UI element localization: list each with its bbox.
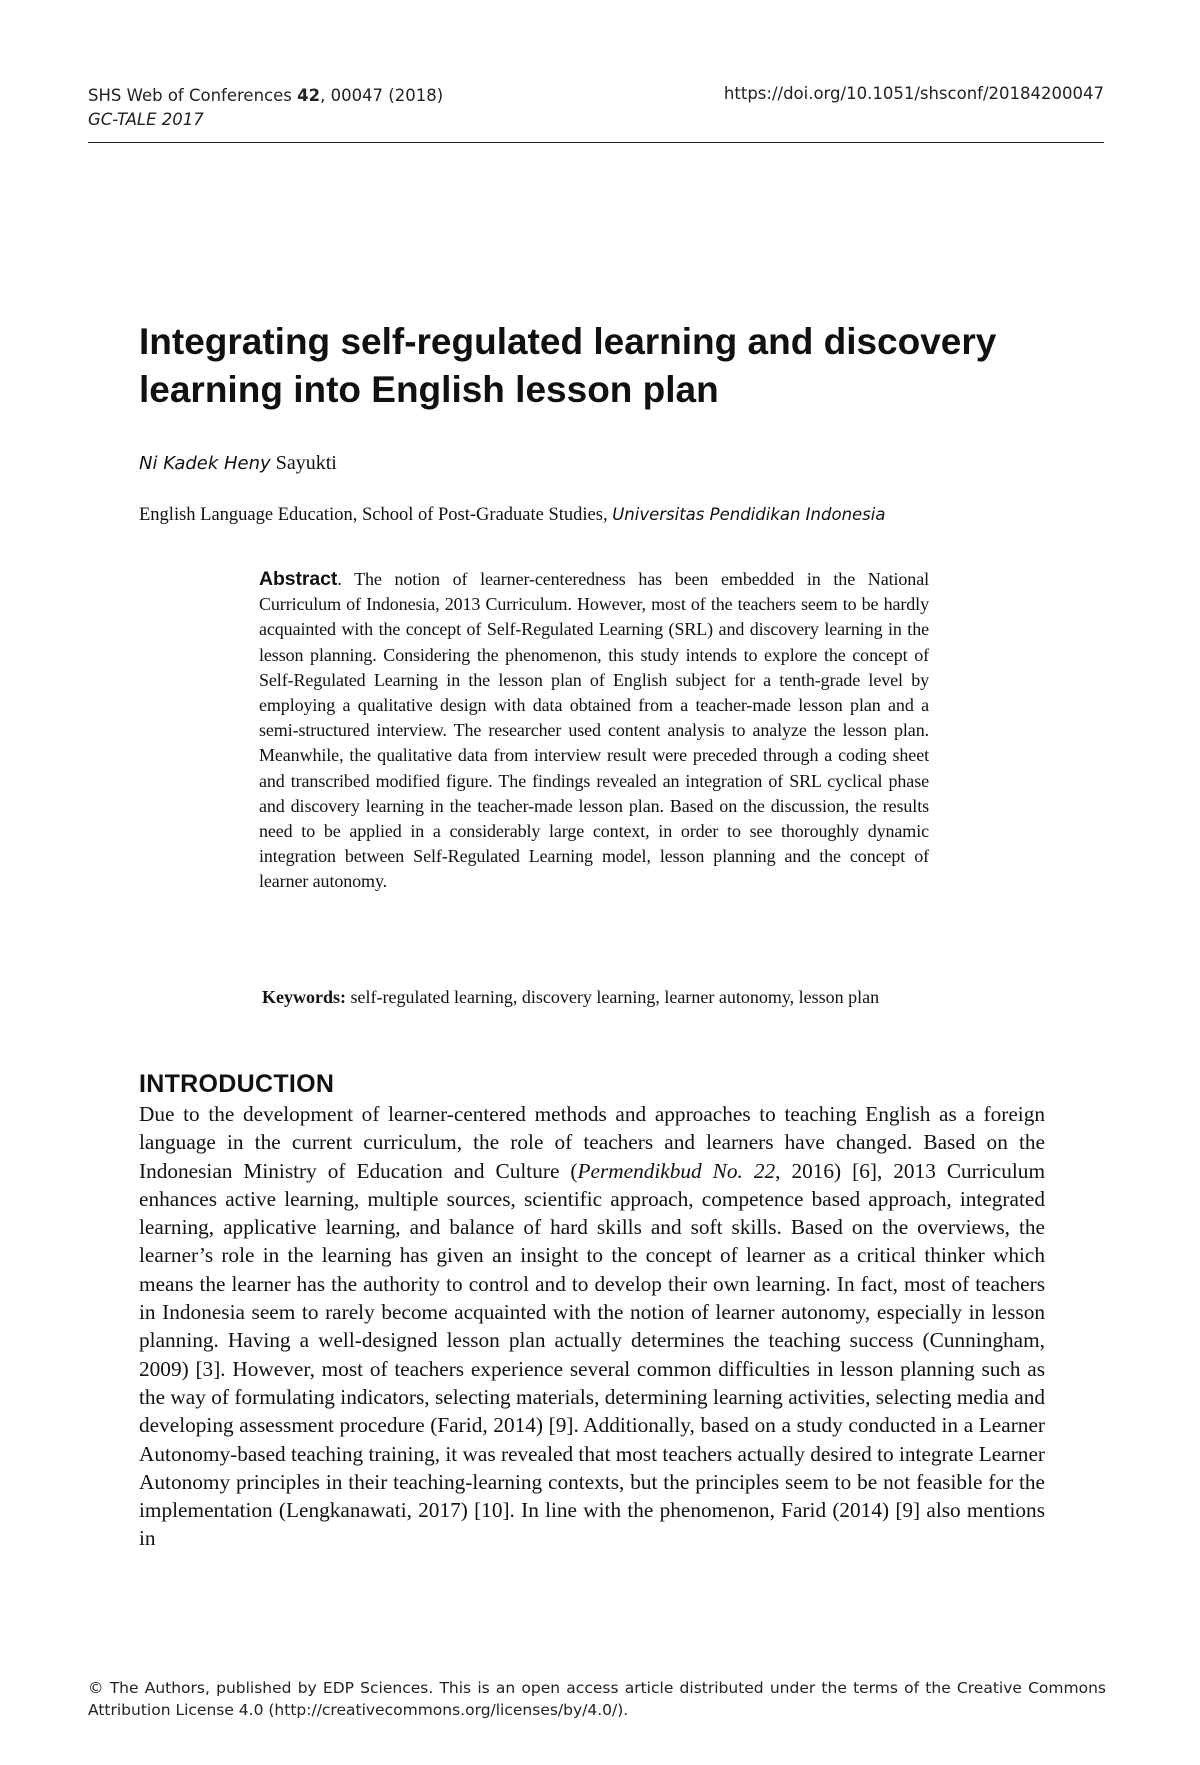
affiliation <box>139 505 885 526</box>
affiliation-department: English Language Education, School of Post-Graduate Studies, <box>139 505 608 525</box>
page-header <box>88 82 1104 143</box>
doi-link[interactable]: https://doi.org/10.1051/shsconf/20184200047 <box>723 84 1104 103</box>
keywords-text: self-regulated learning, discovery learning, learner autonomy, lesson plan <box>346 987 880 1007</box>
introduction-citation: Permendikbud No. 22 <box>577 1158 776 1183</box>
keywords <box>262 983 932 1011</box>
license-footer: © The Authors, published by EDP Sciences. This is an open access article distributed under the terms of the Creative Commons Attribution License 4.0 (http://creativecommons.org/licenses/by/4.0/). <box>88 1679 1106 1719</box>
introduction-text-part1: Due to the development of learner-centered methods and approaches to teaching English as a foreign language in the current curriculum, the role of teachers and learners have changed. Based on the Indonesian Ministry of Education and Culture ( <box>139 1102 1045 1183</box>
journal-name: SHS Web of Conferences <box>88 86 292 105</box>
article-number: , 00047 (2018) <box>320 86 444 105</box>
paper-title: Integrating self-regulated learning and discovery learning into English lesson plan <box>139 321 997 410</box>
keywords-label: Keywords: <box>262 987 346 1007</box>
affiliation-university: Universitas Pendidikan Indonesia <box>612 505 886 524</box>
abstract-text: . The notion of learner-centeredness has been embedded in the National Curriculum of Indonesia, 2013 Curriculum. However, most of the teachers seem to be hardly acquainted with the concept of Self-Regulated Learning (SRL) and discovery learning in the lesson planning. Considering the phenomenon, this study intends to explore the concept of Self-Regulated Learning in the lesson plan of English subject for a tenth-grade level by employing a qualitative design with data obtained from a teacher-made lesson plan and a semi-structured interview. The researcher used content analysis to analyze the lesson plan. Meanwhile, the qualitative data from interview result were preceded through a coding sheet and transcribed modified figure. The findings revealed an integration of SRL cyclical phase and discovery learning in the teacher-made lesson plan. Based on the discussion, the results need to be applied in a considerably large context, in order to see thoroughly dynamic integration between Self-Regulated Learning model, lesson planning and the concept of learner autonomy. <box>259 569 929 892</box>
conference-name: GC-TALE 2017 <box>88 110 204 129</box>
introduction-body <box>139 1100 1045 1553</box>
abstract <box>259 567 929 895</box>
abstract-label: Abstract <box>259 568 338 590</box>
journal-info <box>88 84 443 132</box>
author <box>139 452 337 475</box>
author-family-name: Sayukti <box>275 452 337 474</box>
introduction-text-part2: , 2016) [6], 2013 Curriculum enhances active learning, multiple sources, scientific approach, competence based approach, integrated learning, applicative learning, and balance of hard skills and soft skills. Based on the overviews, the learner’s role in the learning has given an insight to the concept of learner as a critical thinker which means the learner has the authority to control and to develop their own learning. In fact, most of teachers in Indonesia seem to rarely become acquainted with the notion of learner autonomy, especially in lesson planning. Having a well-designed lesson plan actually determines the teaching success (Cunningham, 2009) [3]. However, most of teachers experience several common difficulties in lesson planning such as the way of formulating indicators, selecting materials, determining learning activities, selecting media and developing assessment procedure (Farid, 2014) [9]. Additionally, based on a study conducted in a Learner Autonomy-based teaching training, it was revealed that most teachers actually desired to integrate Learner Autonomy principles in their teaching-learning contexts, but the principles seem to be not feasible for the implementation (Lengkanawati, 2017) [10]. In line with the phenomenon, Farid (2014) [9] also mentions in <box>139 1158 1046 1551</box>
introduction-heading: INTRODUCTION <box>139 1070 335 1098</box>
author-given-name: Ni Kadek Heny <box>139 453 271 474</box>
journal-volume: 42 <box>297 86 321 105</box>
